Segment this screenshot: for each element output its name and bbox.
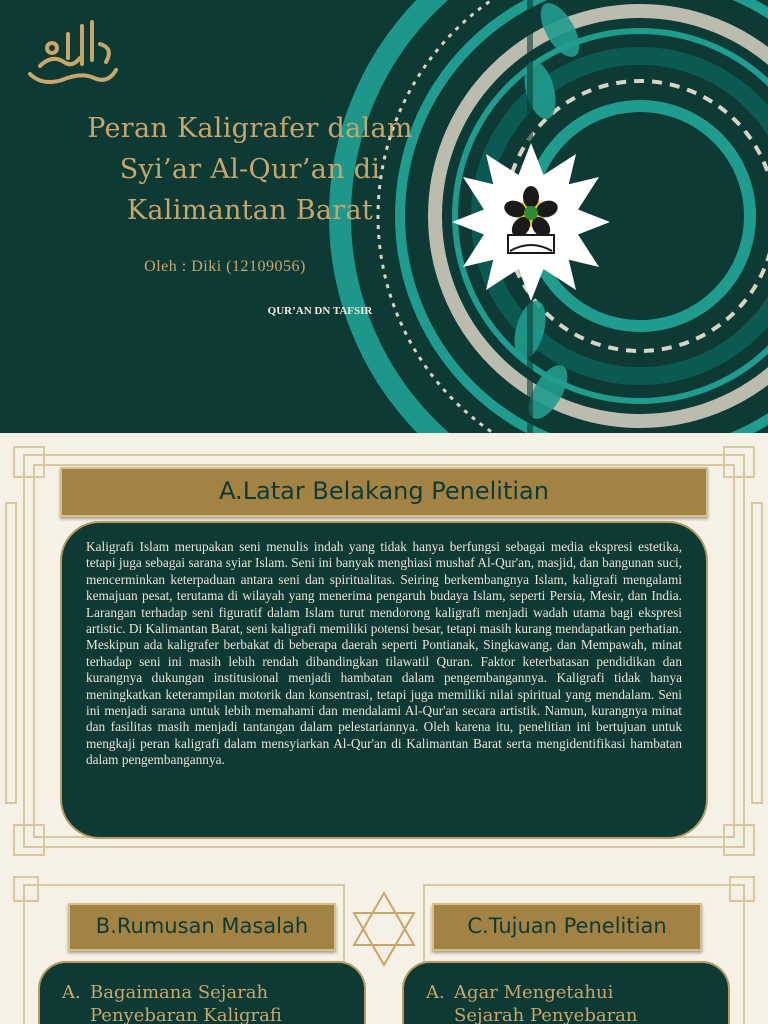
list-marker: A. <box>62 982 81 1003</box>
list-line: Sejarah Penyebaran <box>454 1005 638 1024</box>
cover-slide <box>0 0 768 433</box>
list-text <box>90 981 282 1024</box>
body-panel <box>60 521 708 839</box>
list-line: Agar Mengetahui <box>454 982 614 1003</box>
list-text <box>454 981 638 1024</box>
cover-title-line: Kalimantan Barat <box>126 195 374 226</box>
heading-rumusan-masalah: B.Rumusan Masalah <box>68 903 336 951</box>
calligraphy-logo <box>22 14 122 94</box>
body-paragraph: Kaligrafi Islam merupakan seni menulis indah yang tidak hanya berfungsi sebagai media ekspresi estetika, tetapi juga sebagai sarana syiar Islam. Seni ini banyak menghiasi mushaf Al-Qur'an, masjid, dan bangunan suci, mencerminkan keterpaduan antara seni dan spiritualitas. Seiring berkembangnya Islam, kaligrafi mengalami kemajuan pesat, terutama di wilayah yang menerima pengaruh budaya Islam, seperti Persia, Mesir, dan India. Larangan terhadap seni figuratif dalam Islam turut mendorong kaligrafi menjadi wadah utama bagi ekspresi artistic. Di Kalimantan Barat, seni kaligrafi memiliki potensi besar, tetapi masih kurang mendapatkan perhatian. Meskipun ada kaligrafer berbakat di beberapa daerah seperti Pontianak, Singkawang, dan Mempawah, minat terhadap seni ini masih lebih rendah dibandingkan tilawatil Quran. Faktor keterbatasan pendidikan dan kurangnya dukungan institusional menjadi hambatan dalam pengembangannya. Kaligrafi tidak hanya meningkatkan keterampilan motorik dan konsentrasi, tetapi juga memiliki nilai spiritual yang mendalam. Seni ini menjadi sarana untuk lebih memahami dan mendalami Al-Qur'an secara artistik. Namun, kurangnya minat dan fasilitas masih menjadi tantangan dalam pelestariannya. Oleh karena itu, penelitian ini bertujuan untuk mengkaji peran kaligrafi dalam mensyiarkan Al-Qur'an di Kalimantan Barat serta mengidentifikasi hambatan dalam pengembangannya. <box>86 539 682 768</box>
heading-tujuan-penelitian: C.Tujuan Penelitian <box>432 903 702 951</box>
cover-title-line: Peran Kaligrafer dalam <box>87 113 413 144</box>
cover-title-line: Syi’ar Al-Qur’an di <box>119 154 381 185</box>
content-slide <box>0 433 768 1024</box>
cover-course: QUR’AN DN TAFSIR <box>267 305 373 317</box>
rumusan-masalah-panel <box>38 961 366 1024</box>
university-emblem <box>452 143 610 301</box>
list-item <box>426 981 710 1024</box>
heading-latar-belakang: A.Latar Belakang Penelitian <box>60 467 708 517</box>
list-marker: A. <box>426 982 445 1003</box>
cover-title <box>40 108 460 231</box>
star-of-david-icon <box>350 891 418 967</box>
list-line: Bagaimana Sejarah <box>90 982 269 1003</box>
cover-author: Oleh : Diki (12109056) <box>144 258 306 275</box>
tujuan-penelitian-panel <box>402 961 730 1024</box>
list-item <box>62 981 346 1024</box>
list-line: Penyebaran Kaligrafi <box>90 1005 282 1024</box>
